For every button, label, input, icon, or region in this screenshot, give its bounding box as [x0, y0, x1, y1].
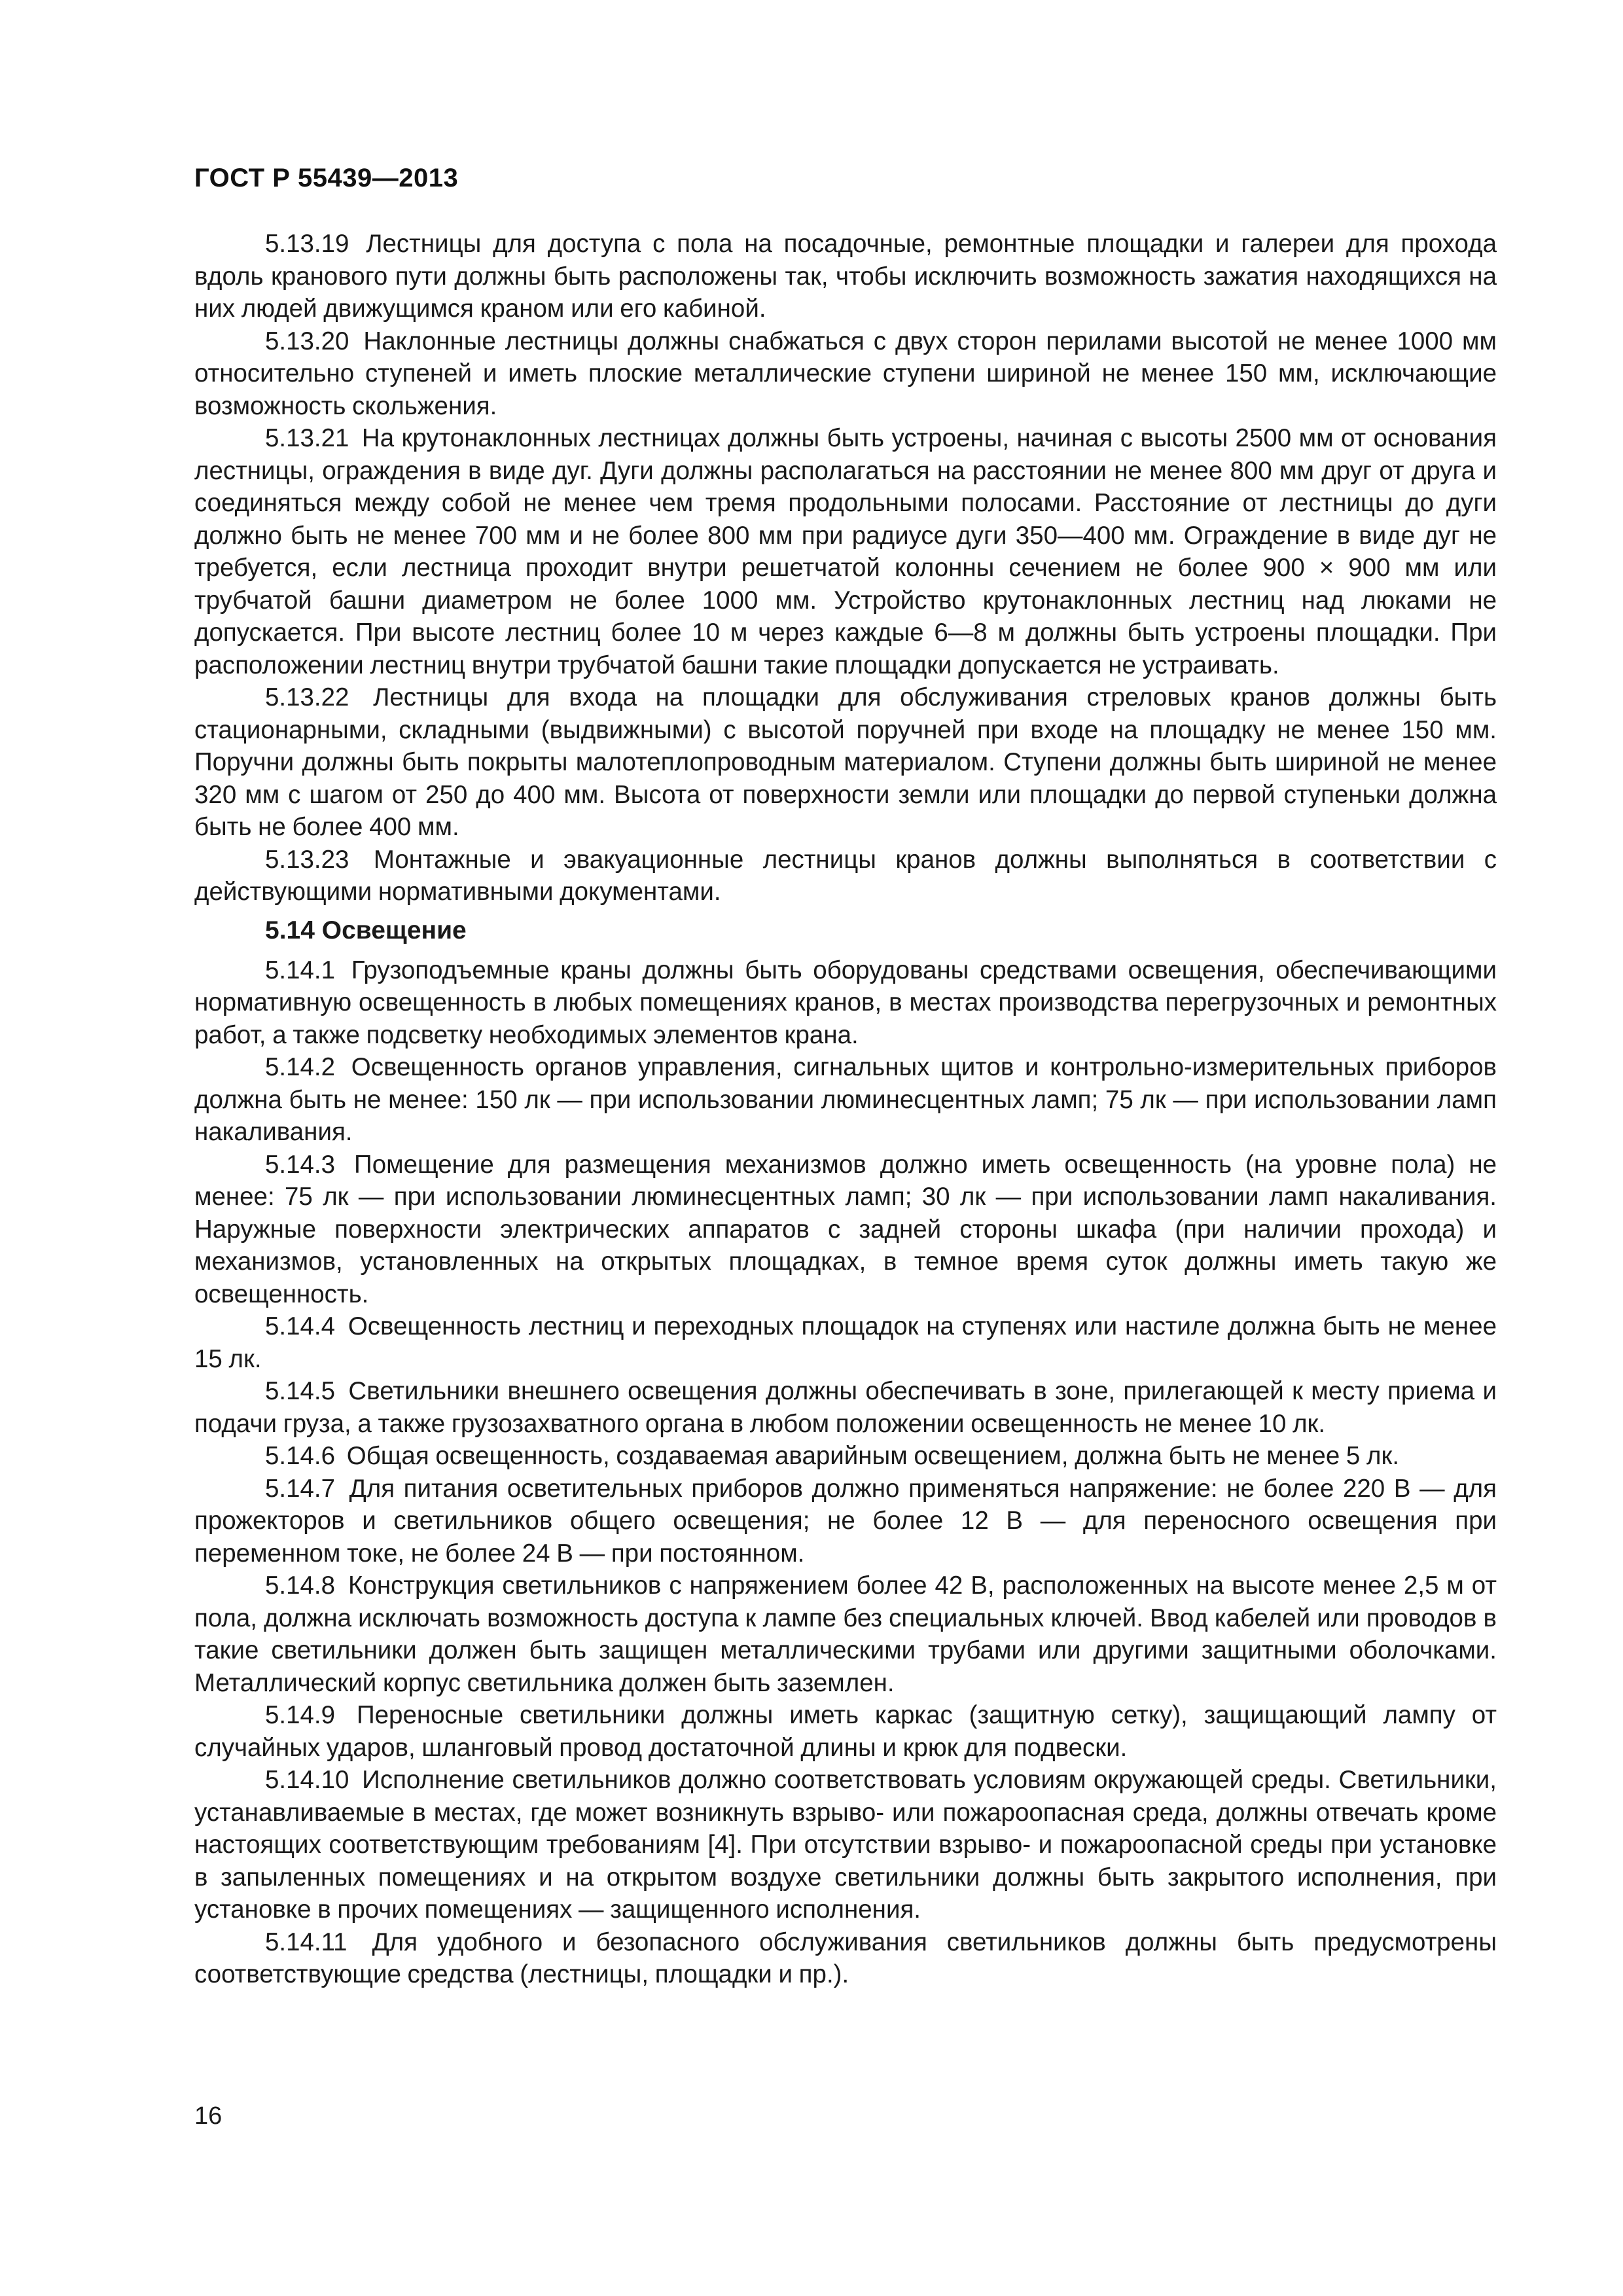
paragraph-5-14-10: [194, 1764, 1497, 1926]
paragraph-5-14-7: [194, 1473, 1497, 1570]
paragraph-text: Помещение для размещения механизмов должно иметь освещенность (на уровне пола) не менее: 75 лк — при использовании люминесцентных ламп; 30 лк — при использовании ламп накаливания. Наружные поверхности электрических аппаратов с задней стороны шкафа (при наличии прохода) и механизмов, установленных на открытых площадках, в темное время суток должны иметь такую же освещенность.: [194, 1150, 1497, 1308]
paragraph-number: 5.14.1: [265, 956, 336, 984]
paragraph-number: 5.14.4: [265, 1312, 336, 1340]
paragraph-5-14-8: [194, 1570, 1497, 1699]
paragraph-5-13-19: [194, 228, 1497, 325]
paragraph-text: Грузоподъемные краны должны быть оборудованы средствами освещения, обеспечивающими нормативную освещенность в любых помещениях кранов, в местах производства перегрузочных и ремонтных работ, а также подсветку необходимых элементов крана.: [194, 956, 1497, 1049]
paragraph-number: 5.14.9: [265, 1701, 336, 1729]
paragraph-5-14-11: [194, 1926, 1497, 1991]
section-number: 5.14: [265, 916, 315, 944]
paragraph-text: Общая освещенность, создаваемая аварийным освещением, должна быть не менее 5 лк.: [346, 1442, 1400, 1470]
paragraph-number: 5.14.7: [265, 1474, 336, 1503]
paragraph-number: 5.14.3: [265, 1150, 336, 1179]
paragraph-number: 5.13.22: [265, 683, 349, 711]
paragraph-text: Исполнение светильников должно соответствовать условиям окружающей среды. Светильники, устанавливаемые в местах, где может возникнуть взрыво- или пожароопасная среда, должны отвечать кроме настоящих соответствующим требованиям [4]. При отсутствии взрыво- и пожароопасной среды при установке в запыленных помещениях и на открытом воздухе светильники должны быть закрытого исполнения, при установке в прочих помещениях — защищенного исполнения.: [194, 1766, 1497, 1924]
paragraph-text: Для питания осветительных приборов должно применяться напряжение: не более 220 В — для прожекторов и светильников общего освещения; не более 12 В — для переносного освещения при переменном токе, не более 24 В — при постоянном.: [194, 1474, 1497, 1568]
paragraph-5-14-2: [194, 1051, 1497, 1149]
paragraph-5-14-5: [194, 1375, 1497, 1440]
document-body: [194, 228, 1497, 1991]
paragraph-number: 5.13.20: [265, 327, 349, 355]
page-number: 16: [194, 2102, 223, 2130]
paragraph-number: 5.14.2: [265, 1053, 336, 1081]
paragraph-text: Для удобного и безопасного обслуживания светильников должны быть предусмотрены соответствующие средства (лестницы, площадки и пр.).: [194, 1928, 1497, 1988]
paragraph-number: 5.14.6: [265, 1442, 336, 1470]
paragraph-text: Освещенность органов управления, сигнальных щитов и контрольно-измерительных приборов должна быть не менее: 150 лк — при использовании люминесцентных ламп; 75 лк — при использовании ламп накаливания.: [194, 1053, 1497, 1146]
paragraph-text: Освещенность лестниц и переходных площадок на ступенях или настиле должна быть не менее 15 лк.: [194, 1312, 1497, 1373]
paragraph-5-13-22: [194, 681, 1497, 844]
paragraph-number: 5.13.19: [265, 230, 349, 258]
paragraph-number: 5.14.8: [265, 1571, 336, 1600]
paragraph-5-14-4: [194, 1310, 1497, 1375]
paragraph-5-14-1: [194, 954, 1497, 1052]
section-title: Освещение: [321, 916, 467, 944]
paragraph-text: Переносные светильники должны иметь каркас (защитную сетку), защищающий лампу от случайных ударов, шланговый провод достаточной длины и крюк для подвески.: [194, 1701, 1497, 1762]
paragraph-text: Лестницы для доступа с пола на посадочные, ремонтные площадки и галереи для прохода вдоль кранового пути должны быть расположены так, чтобы исключить возможность зажатия находящихся на них людей движущимся краном или его кабиной.: [194, 230, 1497, 323]
paragraph-5-13-23: [194, 844, 1497, 908]
paragraph-5-13-20: [194, 325, 1497, 423]
section-heading-lighting: [194, 914, 1497, 948]
paragraph-5-14-3: [194, 1149, 1497, 1311]
paragraph-number: 5.14.11: [265, 1928, 348, 1956]
paragraph-5-13-21: [194, 422, 1497, 681]
document-header: ГОСТ Р 55439—2013: [194, 164, 459, 192]
paragraph-text: Лестницы для входа на площадки для обслуживания стреловых кранов должны быть стационарными, складными (выдвижными) с высотой поручней при входе на площадку не менее 150 мм. Поручни должны быть покрыты малотеплопроводным материалом. Ступени должны быть шириной не менее 320 мм с шагом от 250 до 400 мм. Высота от поверхности земли или площадки до первой ступеньки должна быть не более 400 мм.: [194, 683, 1497, 841]
paragraph-number: 5.13.21: [265, 424, 349, 452]
paragraph-text: На крутонаклонных лестницах должны быть устроены, начиная с высоты 2500 мм от основания лестницы, ограждения в виде дуг. Дуги должны располагаться на расстоянии не менее 800 мм друг от друга и соединяться между собой не менее чем тремя продольными полосами. Расстояние от лестницы до дуги должно быть не менее 700 мм и не более 800 мм при радиусе дуги 350—400 мм. Ограждение в виде дуг не требуется, если лестница проходит внутри решетчатой колонны сечением не более 900 × 900 мм или трубчатой башни диаметром не более 1000 мм. Устройство крутонаклонных лестниц над люками не допускается. При высоте лестниц более 10 м через каждые 6—8 м должны быть устроены площадки. При расположении лестниц внутри трубчатой башни такие площадки допускается не устраивать.: [194, 424, 1497, 679]
paragraph-text: Светильники внешнего освещения должны обеспечивать в зоне, прилегающей к месту приема и подачи груза, а также грузозахватного органа в любом положении освещенность не менее 10 лк.: [194, 1377, 1497, 1438]
paragraph-number: 5.14.5: [265, 1377, 336, 1405]
paragraph-text: Наклонные лестницы должны снабжаться с двух сторон перилами высотой не менее 1000 мм относительно ступеней и иметь плоские металлические ступени шириной не менее 150 мм, исключающие возможность скольжения.: [194, 327, 1497, 420]
paragraph-number: 5.14.10: [265, 1766, 349, 1794]
paragraph-number: 5.13.23: [265, 845, 349, 874]
paragraph-text: Конструкция светильников с напряжением более 42 В, расположенных на высоте менее 2,5 м от пола, должна исключать возможность доступа к лампе без специальных ключей. Ввод кабелей или проводов в такие светильники должен быть защищен металлическими трубами или другими защитными оболочками. Металлический корпус светильника должен быть заземлен.: [194, 1571, 1497, 1697]
paragraph-text: Монтажные и эвакуационные лестницы кранов должны выполняться в соответствии с действующими нормативными документами.: [194, 845, 1497, 906]
paragraph-5-14-9: [194, 1699, 1497, 1764]
paragraph-5-14-6: [194, 1440, 1497, 1473]
